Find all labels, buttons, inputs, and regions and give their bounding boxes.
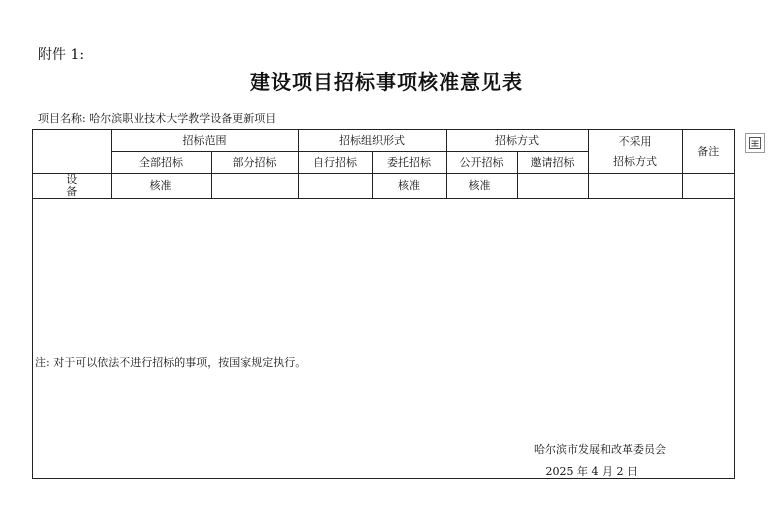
header-self-tender: 自行招标: [298, 152, 372, 174]
cell-entrusted-tender: 核准: [372, 174, 446, 199]
cell-invited-tender: [517, 174, 588, 199]
header-no-tender-method: 不采用 招标方式: [588, 130, 682, 174]
header-entrusted-tender: 委托招标: [372, 152, 446, 174]
attachment-label: 附件 1:: [38, 47, 85, 63]
cell-open-tender: 核准: [446, 174, 517, 199]
header-open-tender: 公开招标: [446, 152, 517, 174]
project-name: 项目名称: 哈尔滨职业技术大学教学设备更新项目: [38, 112, 277, 125]
row-item-equipment: 设备: [33, 174, 111, 199]
issue-date: 2025 年 4 月 2 日: [545, 465, 638, 478]
header-full-tender: 全部招标: [111, 152, 211, 174]
cell-self-tender: [298, 174, 372, 199]
document-title: 建设项目招标事项核准意见表: [250, 70, 523, 94]
cell-no-tender-method: [588, 174, 682, 199]
table-extract-button[interactable]: [745, 133, 765, 153]
cell-full-tender: 核准: [111, 174, 211, 199]
header-tender-org-form: 招标组织形式: [298, 130, 446, 152]
cell-partial-tender: [211, 174, 298, 199]
header-tender-method: 招标方式: [446, 130, 588, 152]
footnote: 注: 对于可以依法不进行招标的事项，按国家规定执行。: [35, 356, 307, 369]
issuing-committee: 哈尔滨市发展和改革委员会: [534, 443, 666, 456]
header-invited-tender: 邀请招标: [517, 152, 588, 174]
approval-form: [32, 129, 735, 479]
header-tender-scope: 招标范围: [111, 130, 298, 152]
header-remarks: 备注: [682, 130, 734, 174]
approval-table: [33, 130, 734, 199]
table-row: [33, 174, 734, 199]
header-blank-cell: [33, 130, 111, 174]
header-partial-tender: 部分招标: [211, 152, 298, 174]
table-extract-icon: [748, 136, 762, 150]
cell-remarks: [682, 174, 734, 199]
